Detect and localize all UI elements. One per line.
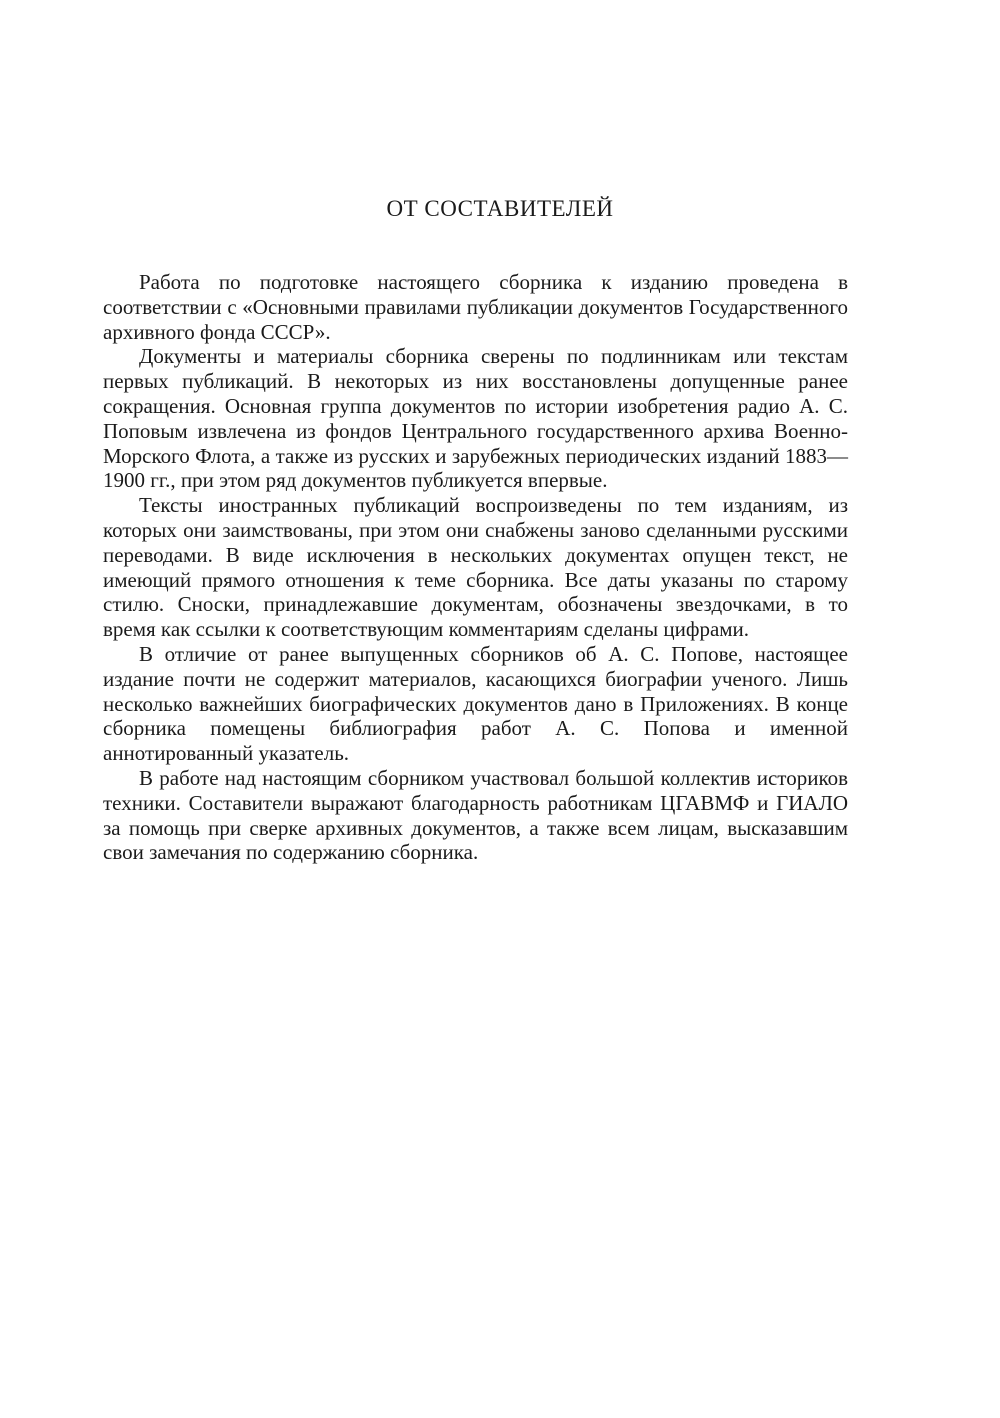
paragraph-1: Работа по подготовке настоящего сборника к изданию проведена в соответствии с «Основными правилами публикации документов Государственного архивного фонда СССР». [103, 270, 848, 344]
paragraph-4: В отличие от ранее выпущенных сборников об А. С. Попове, настоящее издание почти не содержит материалов, касающихся биографии ученого. Лишь несколько важнейших биографических документов дано в Приложениях. В конце сборника помещены библиография работ А. С. Попова и именной аннотированный указатель. [103, 641, 848, 766]
paragraph-2: Документы и материалы сборника сверены по подлинникам или текстам первых публикаций. В некоторых из них восстановлены допущенные ранее сокращения. Основная группа документов по истории изобретения радио А. С. Поповым извлечена из фондов Центрального государственного архива Военно-Морского Флота, а также из русских и зарубежных периодических изданий 1883—1900 гг., при этом ряд документов публикуется впервые. [103, 344, 848, 493]
paragraph-5: В работе над настоящим сборником участвовал большой коллектив историков техники. Составители выражают благодарность работникам ЦГАВМФ и ГИАЛО за помощь при сверке архивных документов, а также всем лицам, высказавшим свои замечания по содержанию сборника. [103, 765, 848, 865]
paragraph-3: Тексты иностранных публикаций воспроизведены по тем изданиям, из которых они заимствованы, при этом они снабжены заново сделанными русскими переводами. В виде исключения в нескольких документах опущен текст, не имеющий прямого отношения к теме сборника. Все даты указаны по старому стилю. Сноски, принадлежавшие документам, обозначены звездочками, в то время как ссылки к соответствующим комментариям сделаны цифрами. [103, 493, 848, 642]
page-title: ОТ СОСТАВИТЕЛЕЙ [386, 196, 614, 221]
text-body [103, 270, 848, 865]
